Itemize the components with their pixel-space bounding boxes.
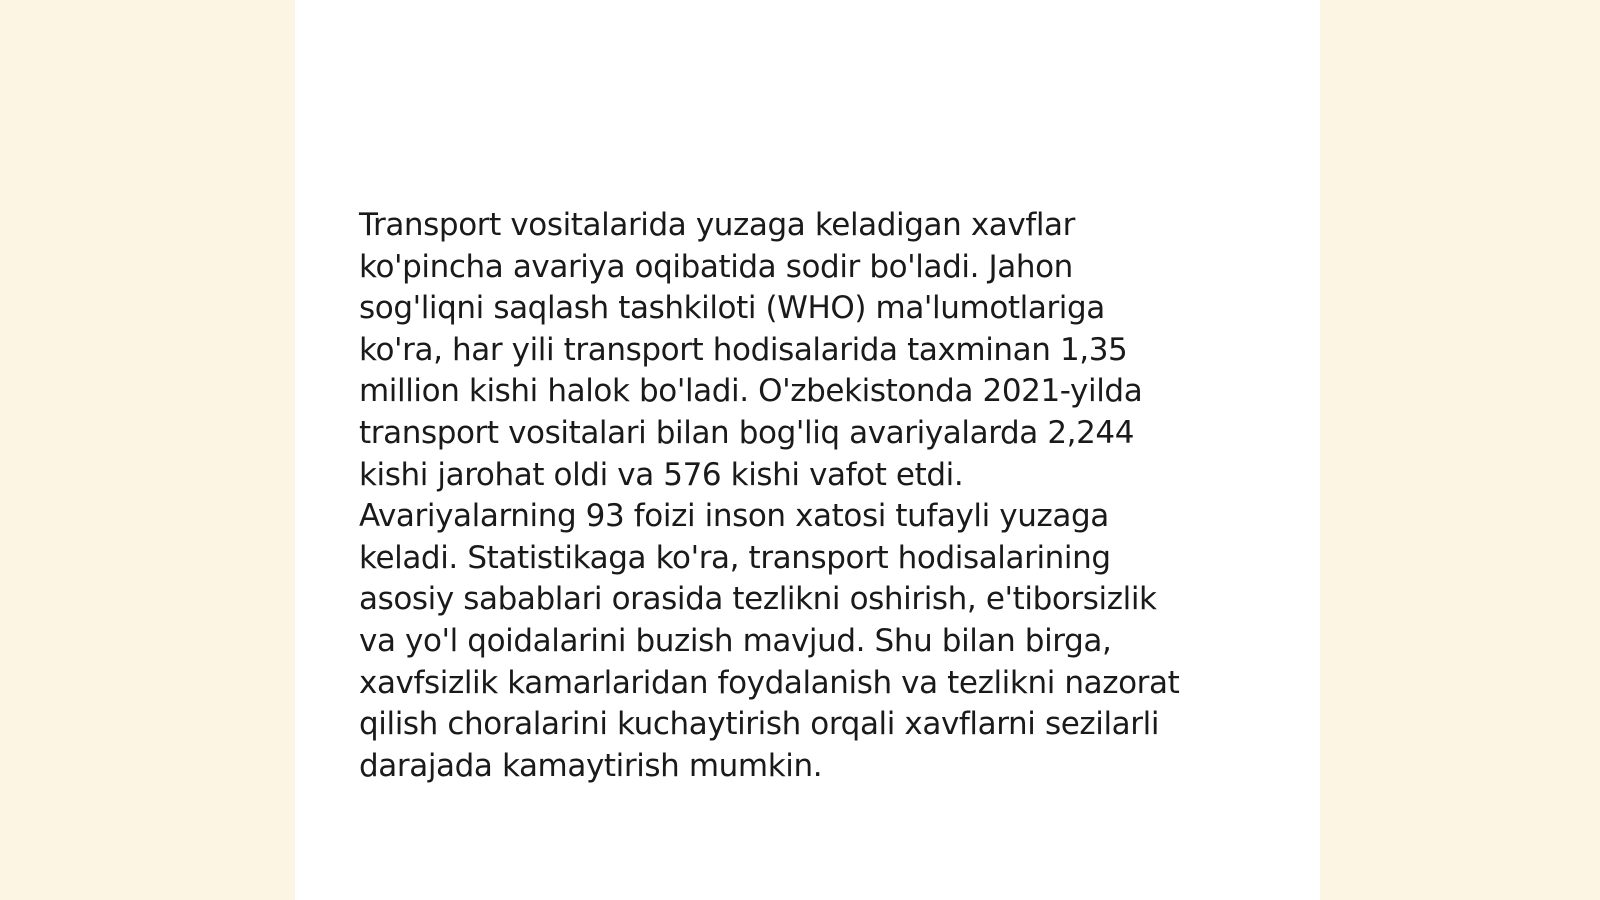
document-page — [295, 0, 1320, 900]
paragraph-line: million kishi halok bo'ladi. O'zbekistonda 2021-yilda — [359, 373, 1143, 410]
paragraph-line: ko'pincha avariya oqibatida sodir bo'ladi. Jahon — [359, 248, 1073, 285]
paragraph-line: Transport vositalarida yuzaga keladigan xavflar — [359, 207, 1075, 243]
paragraph-line: darajada kamaytirish mumkin. — [359, 747, 823, 784]
paragraph-line: va yo'l qoidalarini buzish mavjud. Shu bilan birga, — [359, 622, 1112, 659]
paragraph-line: transport vositalari bilan bog'liq avariyalarda 2,244 — [359, 414, 1135, 451]
paragraph-line: keladi. Statistikaga ko'ra, transport hodisalarining — [359, 539, 1111, 576]
paragraph-line: asosiy sabablari orasida tezlikni oshirish, e'tiborsizlik — [359, 581, 1157, 618]
paragraph-line: kishi jarohat oldi va 576 kishi vafot etdi. — [359, 456, 964, 493]
paragraph-line: sog'liqni saqlash tashkiloti (WHO) ma'lumotlariga — [359, 290, 1105, 327]
paragraph-line: Avariyalarning 93 foizi inson xatosi tufayli yuzaga — [359, 498, 1109, 535]
paragraph-line: qilish choralarini kuchaytirish orqali xavflarni sezilarli — [359, 706, 1160, 743]
paragraph-line: ko'ra, har yili transport hodisalarida taxminan 1,35 — [359, 331, 1128, 368]
body-paragraph — [359, 205, 1259, 787]
paragraph-line: xavfsizlik kamarlaridan foydalanish va tezlikni nazorat — [359, 664, 1180, 701]
